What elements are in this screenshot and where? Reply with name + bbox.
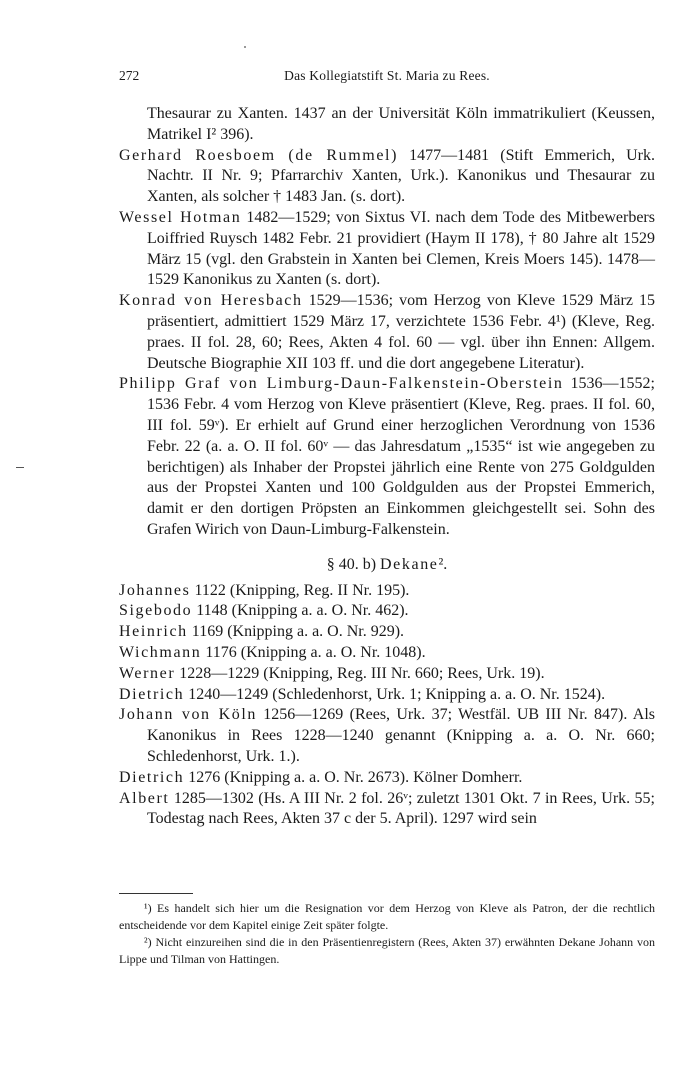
entry-name: Johannes [119, 581, 191, 599]
entry-text: 1256—1269 (Rees, Urk. 37; Westfäl. UB III Nr. 847). Als Kanonikus in Rees 1228—1240 genannt (Knipping a. a. O. Nr. 660; Schledenhorst, Urk. 1.). [147, 706, 655, 765]
entry-name: Konrad von Heresbach [119, 292, 303, 310]
page-number: 272 [119, 68, 140, 83]
entry-name: Johann von Köln [119, 706, 257, 724]
entry-name: Heinrich [119, 623, 188, 641]
running-title: Das Kollegiatstift St. Maria zu Rees. [284, 68, 490, 83]
footnote-divider [119, 893, 193, 894]
entry-continuation [119, 104, 655, 146]
entry-text: Thesaurar zu Xanten. 1437 an der Universität Köln immatrikuliert (Keussen, Matrikel I² 396). [147, 105, 655, 143]
section-title: Dekane [380, 555, 439, 573]
entry-text: 1482—1529; von Sixtus VI. nach dem Tode des Mitbewerbers Loiffried Ruysch 1482 Febr. 21 providiert (Haym II 178), † 80 Jahre alt 1529 März 15 (vgl. den Grabstein in Xanten bei Clemen, Kreis Moers 145). 1478—1529 Kanonikus zu Xanten (s. dort). [147, 208, 655, 289]
main-text [119, 104, 655, 830]
entry-dean [119, 664, 655, 685]
footnote: ¹) Es handelt sich hier um die Resignation vor dem Herzog von Kleve als Patron, der die rechtlich entscheidende vor dem Kapitel einige Zeit später folgte. [119, 901, 655, 932]
entry-dean [119, 581, 655, 602]
entry-text: 1122 (Knipping, Reg. II Nr. 195). [190, 581, 410, 599]
entry-name: Sigebodo [119, 602, 193, 620]
entry-name: Gerhard Roesboem (de Rummel) [119, 146, 399, 164]
entry-provost [119, 208, 655, 291]
entry-dean [119, 685, 655, 706]
entry-text: 1228—1229 (Knipping, Reg. III Nr. 660; Rees, Urk. 19). [175, 664, 545, 682]
footnotes [119, 900, 655, 968]
margin-mark [16, 467, 24, 468]
entry-text: 1240—1249 (Schledenhorst, Urk. 1; Knipping a. a. O. Nr. 1524). [184, 685, 606, 703]
entry-text: 1169 (Knipping a. a. O. Nr. 929). [187, 623, 405, 641]
section-number: § 40. b) [326, 555, 381, 573]
entry-name: Werner [119, 664, 176, 682]
entry-text: 1276 (Knipping a. a. O. Nr. 2673). Kölner Domherr. [184, 768, 523, 786]
section-footnote-ref: ². [438, 555, 448, 573]
entry-text: 1529—1536; vom Herzog von Kleve 1529 März 15 präsentiert, admittiert 1529 März 17, verzichtete 1536 Febr. 4¹) (Kleve, Reg. praes. II fol. 28, 60; Rees, Akten 4 fol. 60 — vgl. über ihn Ennen: Allgem. Deutsche Biographie XII 103 ff. und die dort angegebene Literatur). [147, 292, 656, 372]
section-heading [119, 555, 655, 576]
entry-dean [119, 789, 655, 831]
scan-speck [244, 46, 246, 48]
footnote: ²) Nicht einzureihen sind die in den Präsentienregistern (Rees, Akten 37) erwähnten Dekane Johann von Lippe und Tilman von Hattingen. [119, 935, 655, 966]
entry-name: Wessel Hotman [119, 208, 242, 226]
entry-provost [119, 374, 655, 540]
entry-dean [119, 705, 655, 767]
entry-text: 1176 (Knipping a. a. O. Nr. 1048). [201, 643, 426, 661]
entry-name: Philipp Graf von Limburg-Daun-Falkenstein-Oberstein [119, 375, 564, 393]
entry-name: Dietrich [119, 768, 185, 786]
entry-dean [119, 643, 655, 664]
entry-text: 1477—1481 (Stift Emmerich, Urk. Nachtr. II Nr. 9; Pfarrarchiv Xanten, Urk.). Kanonikus und Thesaurar zu Xanten, als solcher † 1483 Jan. (s. dort). [147, 146, 655, 206]
entry-name: Dietrich [119, 685, 185, 703]
entry-dean [119, 601, 655, 622]
entry-name: Wichmann [119, 643, 202, 661]
entry-text: 1536—1552; 1536 Febr. 4 vom Herzog von Kleve präsentiert (Kleve, Reg. praes. II fol. 60, III fol. 59ᵛ). Er erhielt auf Grund einer herzoglichen Verordnung von 1536 Febr. 22 (a. a. O. II fol. 60ᵛ — das Jahresdatum „1535“ ist wie angegeben zu berichtigen) als Inhaber der Propstei jährlich eine Rente von 275 Goldgulden aus der Propstei Xanten und 100 Goldgulden aus der Propstei Emmerich, damit er den dortigen Pröpsten an Einkommen gleichgestellt sei. Sohn des Grafen Wirich von Daun-Limburg-Falkenstein. [147, 375, 655, 538]
entry-dean [119, 622, 655, 643]
entry-text: 1148 (Knipping a. a. O. Nr. 462). [192, 602, 409, 620]
entry-text: 1285—1302 (Hs. A III Nr. 2 fol. 26ᵛ; zuletzt 1301 Okt. 7 in Rees, Urk. 55; Todestag nach Rees, Akten 37 c der 5. April). 1297 wird sein [147, 789, 655, 828]
entry-provost [119, 291, 655, 374]
entry-provost [119, 146, 655, 208]
page-header [119, 68, 655, 90]
entry-name: Albert [119, 789, 170, 807]
entry-dean [119, 768, 655, 789]
